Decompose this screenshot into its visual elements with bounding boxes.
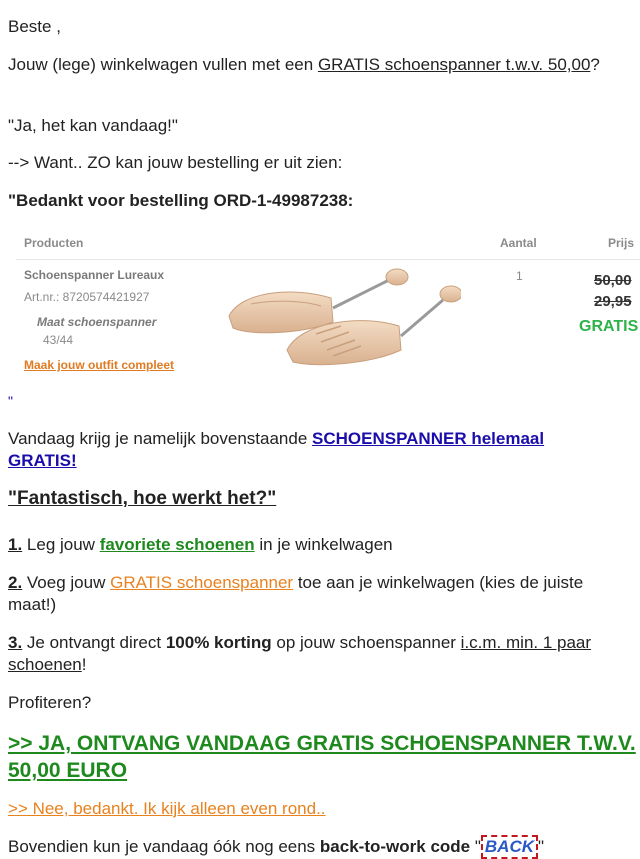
bottom-text [8, 835, 544, 859]
intro-after: ? [590, 55, 600, 74]
size-value: 43/44 [43, 333, 74, 347]
quote-text: "Ja, het kan vandaag!" [8, 116, 178, 135]
code-label: back-to-work code [319, 837, 471, 856]
header-divider [16, 259, 640, 260]
greeting: Beste , [8, 17, 61, 36]
price-free: GRATIS [579, 318, 639, 335]
step-text: op jouw schoenspanner [271, 633, 461, 652]
profit-question: Profiteren? [8, 693, 92, 712]
step-text: toe aan je winkelwagen (kies de juiste maat!) [8, 573, 584, 614]
col-qty-header: Aantal [500, 236, 537, 250]
price-discounted: 29,95 [594, 293, 632, 310]
favorite-shoes-link[interactable]: favoriete schoenen [99, 535, 255, 554]
step-2 [8, 572, 628, 616]
cta-no-link[interactable]: >> Nee, bedankt. Ik kijk alleen even rond.. [8, 799, 326, 818]
step-text: Leg jouw [22, 535, 100, 554]
step-3 [8, 632, 633, 676]
cta-yes-link[interactable]: >> JA, ONTVANG VANDAAG GRATIS SCHOENSPANNER T.W.V. 50,00 EURO [8, 732, 636, 782]
free-shoetree-link-2[interactable]: SCHOENSPANNER helemaal GRATIS! [8, 429, 545, 470]
how-title: "Fantastisch, hoe werkt het?" [8, 488, 277, 509]
quantity-value: 1 [516, 269, 523, 283]
step-text: ! [81, 655, 87, 674]
vandaag-before: Vandaag krijg je namelijk bovenstaande [8, 429, 312, 448]
quote-open: " [470, 837, 481, 856]
price-old: 50,00 [594, 272, 632, 289]
free-shoetree-link[interactable]: GRATIS schoenspanner t.w.v. 50,00 [317, 55, 591, 74]
add-shoetree-link[interactable]: GRATIS schoenspanner [110, 573, 294, 592]
col-products-header: Producten [24, 236, 84, 250]
min-shoes-link[interactable]: i.c.m. min. 1 paar schoenen [8, 633, 592, 674]
discount-code-box[interactable]: BACK [481, 835, 538, 859]
want-line: --> Want.. ZO kan jouw bestelling er uit zien: [8, 153, 343, 172]
quote-close: " [538, 837, 545, 856]
closing-quote: " [8, 393, 13, 409]
step-text: Voeg jouw [22, 573, 111, 592]
article-number: Art.nr.: 8720574421927 [24, 290, 150, 304]
step-number: 3. [8, 633, 23, 652]
bottom-before: Bovendien kun je vandaag óók nog eens [8, 837, 320, 856]
order-thanks-heading: "Bedankt voor bestelling ORD-1-49987238: [8, 191, 354, 210]
intro-text [8, 54, 608, 76]
step-number: 1. [8, 535, 23, 554]
size-label: Maat schoenspanner [37, 315, 157, 329]
step-text: Je ontvangt direct [22, 633, 166, 652]
vandaag-text [8, 428, 608, 472]
order-table [16, 228, 640, 378]
step-number: 2. [8, 573, 23, 592]
outfit-link[interactable]: Maak jouw outfit compleet [24, 358, 175, 372]
intro-before: Jouw (lege) winkelwagen vullen met een [8, 55, 318, 74]
discount-bold: 100% korting [165, 633, 272, 652]
product-name: Schoenspanner Lureaux [24, 268, 165, 282]
col-price-header: Prijs [608, 236, 635, 250]
step-text: in je winkelwagen [254, 535, 393, 554]
step-1 [8, 534, 393, 556]
shoe-tree-image [221, 264, 461, 374]
